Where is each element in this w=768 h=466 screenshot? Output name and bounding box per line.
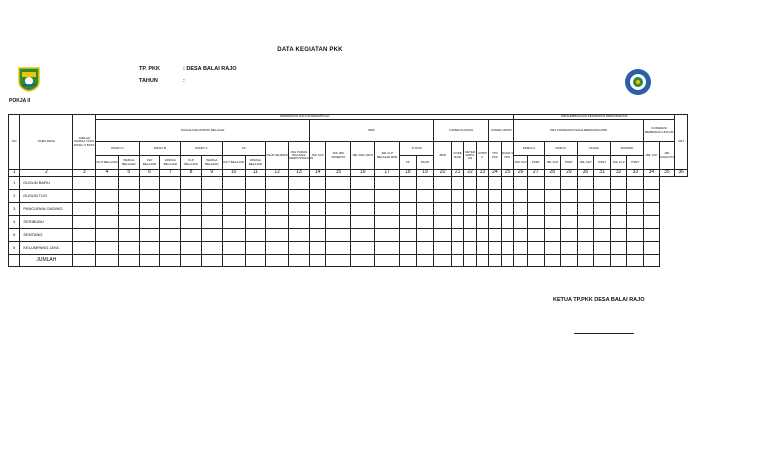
header-koperasi: KOPE RASI: [451, 142, 463, 170]
sub-psrt: PSRT: [594, 156, 611, 170]
column-number: 32: [610, 170, 627, 177]
sub-warga-belajar: WARGA BELAJAR: [201, 156, 222, 170]
village-name: KELUMPANG JAYA: [20, 242, 73, 255]
sub-klp-belajar: KLP BELAJAR: [139, 156, 160, 170]
column-number: 3: [73, 170, 96, 177]
header-jumlah-warga: JUMLAH WARGA YANG MASIH 3 BUTA: [73, 115, 96, 170]
header-jml-klp-simulasi: JML KLP BELAJAR BKB: [375, 142, 400, 170]
sub-tutor-paud: PAUD: [416, 156, 434, 170]
column-number: 9: [201, 170, 222, 177]
column-number: 10: [222, 170, 245, 177]
pkk-emblem-icon: [624, 68, 652, 96]
data-table: [8, 114, 688, 267]
sub-klp-belajar: KLP BELAJAR: [181, 156, 202, 170]
column-number: 26: [514, 170, 527, 177]
header-pemula: PEMULA: [514, 142, 544, 156]
signature-title: KETUA TP.PKK DESA BALAI RAJO: [553, 297, 645, 303]
column-number: 17: [375, 170, 400, 177]
tp-pkk-value: : DESA BALAI RAJO: [183, 66, 237, 72]
header-jml-klp-kop: JML KLP: [644, 142, 660, 170]
header-kf: KF: [222, 142, 266, 156]
sub-jml-klp: JML KLP: [514, 156, 527, 170]
column-number: 7: [160, 170, 181, 177]
signature-line: [574, 333, 634, 334]
header-nama-desa: NAMA DESA: [20, 115, 73, 170]
sub-psrt: PSRT: [627, 156, 644, 170]
village-name: DUSUN BARU: [20, 177, 73, 190]
column-number: 8: [181, 170, 202, 177]
column-number: 35: [659, 170, 675, 177]
sub-warga-belajar: WARGA BELAJAR: [245, 156, 266, 170]
header-kader-khusus: KADER KHUSUS: [434, 120, 489, 142]
group-pendidikan: PENDIDIKAN DAN KETERAMPILAN: [96, 115, 514, 120]
column-number: 23: [476, 170, 488, 177]
row-number: 2: [9, 190, 20, 203]
row-number: 5: [9, 229, 20, 242]
row-number: 3: [9, 203, 20, 216]
section-label: POKJA II: [9, 98, 31, 104]
column-number: 13: [289, 170, 310, 177]
sub-psrt: PSRT: [561, 156, 578, 170]
column-number: 5: [118, 170, 139, 177]
header-no: NO: [9, 115, 20, 170]
header-pra-koperasi: PRA KOPERASI/USAHA BERSAMA/UP2K: [514, 120, 644, 142]
column-number: 18: [400, 170, 417, 177]
header-tp3: TP3 PKK: [489, 142, 501, 170]
column-number: 6: [139, 170, 160, 177]
table-row: [9, 242, 688, 255]
sub-warga-belajar: WARGA BELAJAR: [160, 156, 181, 170]
total-row: [9, 255, 688, 267]
header-paket-c: PAKET C: [181, 142, 223, 156]
document-title: DATA KEGIATAN PKK: [277, 47, 343, 53]
header-ket: KET: [675, 115, 688, 170]
header-tutor: TUTOR: [400, 142, 434, 156]
header-paud: PAUD SEJENIS: [266, 142, 289, 170]
header-lp3pkk: LP3PK K: [476, 142, 488, 170]
column-number: 28: [544, 170, 561, 177]
column-number: 36: [675, 170, 688, 177]
column-number: 24: [489, 170, 501, 177]
sub-jml-klp: JML KLP: [577, 156, 594, 170]
header-paket-a: PAKET A: [96, 142, 140, 156]
header-taman-bacaan: JML TAMAN BACAAN/ PERPUSTAKAAN: [289, 142, 310, 170]
column-number: 31: [594, 170, 611, 177]
header-jml-anggota: JML ANGGOTA: [659, 142, 675, 170]
row-number: 6: [9, 242, 20, 255]
sub-jml-klp: JML KLP: [610, 156, 627, 170]
regency-emblem-icon: [16, 66, 42, 92]
sub-warga-belajar: WARGA BELAJAR: [118, 156, 139, 170]
column-number: 4: [96, 170, 119, 177]
column-number: 20: [434, 170, 452, 177]
header-mandiri: MANDIRI: [610, 142, 643, 156]
column-number: 16: [351, 170, 375, 177]
header-jml-ape: JML APE (SET): [351, 142, 375, 170]
column-number: 34: [644, 170, 660, 177]
header-damas: DAMA S PKK: [501, 142, 514, 170]
sub-ikut-belajar: IKUT BELAJAR: [222, 156, 245, 170]
column-number: 21: [451, 170, 463, 177]
header-jumlah-kelompok: JUMLAH KELOMPOK BELAJAR: [96, 120, 310, 142]
table-row: [9, 203, 688, 216]
column-number: 29: [561, 170, 578, 177]
header-jml-klp: JML KLP: [309, 142, 326, 170]
column-number: 11: [245, 170, 266, 177]
column-number: 33: [627, 170, 644, 177]
column-number: 25: [501, 170, 514, 177]
column-number: 19: [416, 170, 434, 177]
column-number-row: [9, 170, 688, 177]
header-utama: UTAMA: [577, 142, 610, 156]
header-jml-ibu: JML IBU PESERTA: [326, 142, 351, 170]
tahun-value: :: [183, 78, 185, 84]
tahun-label: TAHUN: [139, 78, 158, 84]
sub-ikut-belajar: IKUT BELAJAR: [96, 156, 119, 170]
column-number: 27: [527, 170, 544, 177]
village-name: PANCURAN GADING: [20, 203, 73, 216]
total-label: JUMLAH: [20, 255, 73, 267]
table-row: [9, 177, 688, 190]
header-bkb-kader: BKB: [434, 142, 452, 170]
column-number: 22: [464, 170, 476, 177]
header-ketrampilan: KETER AMPIL AN: [464, 142, 476, 170]
header-paket-b: PAKET B: [139, 142, 181, 156]
row-number: 4: [9, 216, 20, 229]
column-number: 1: [9, 170, 20, 177]
column-number: 30: [577, 170, 594, 177]
group-pengembangan: PENGEMBANGAN KEHIDUPAN BERKOPERASI: [514, 115, 675, 120]
table-row: [9, 229, 688, 242]
village-name: SENTANG: [20, 229, 73, 242]
tp-pkk-label: TP. PKK: [139, 66, 160, 72]
sub-psrt: PSRT: [527, 156, 544, 170]
table-row: [9, 216, 688, 229]
header-koperasi-hukum: KOPERASI BERBADAN HUKUM: [644, 120, 675, 142]
row-number: 1: [9, 177, 20, 190]
column-number: 12: [266, 170, 289, 177]
column-number: 15: [326, 170, 351, 177]
sub-jml-klp: JML KLP: [544, 156, 561, 170]
header-madya: MADYA: [544, 142, 577, 156]
table-row: [9, 190, 688, 203]
village-name: DUSUN TUO: [20, 190, 73, 203]
sub-tutor-kf: KF: [400, 156, 417, 170]
village-name: SERIBUBU: [20, 216, 73, 229]
header-bkb: BKB: [309, 120, 433, 142]
column-number: 2: [20, 170, 73, 177]
column-number: 14: [309, 170, 326, 177]
header-kader-umum: KADER UMUM: [489, 120, 514, 142]
